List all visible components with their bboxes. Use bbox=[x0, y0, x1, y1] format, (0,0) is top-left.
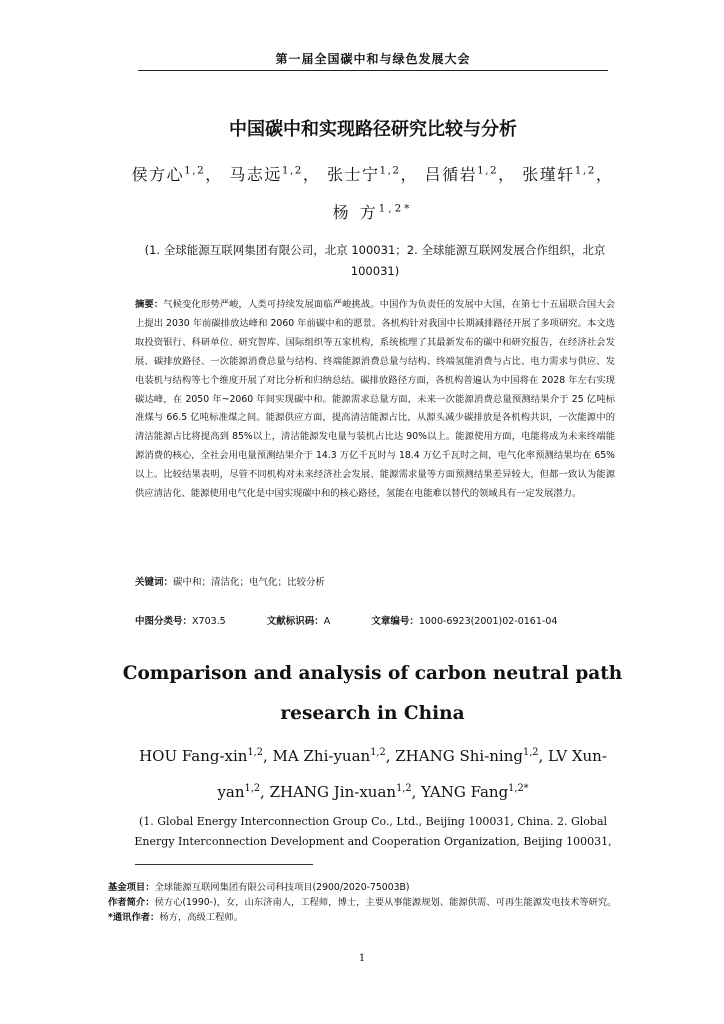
fund-text: 全球能源互联网集团有限公司科技项目(2900/2020-75003B) bbox=[154, 882, 410, 893]
author-en: ZHANG Jin-xuan bbox=[269, 783, 397, 801]
bio-label: 作者简介： bbox=[108, 897, 155, 909]
doc-code-label: 文献标识码： bbox=[266, 616, 324, 627]
author-en: ZHANG Shi-ning bbox=[395, 747, 523, 765]
author-sep: ， bbox=[205, 165, 223, 184]
author-zh: 马志远 bbox=[229, 165, 282, 184]
footnote-bio bbox=[108, 895, 620, 910]
author-affil-sup: 1,2 bbox=[244, 783, 261, 794]
author-zh: 侯方心 bbox=[131, 165, 185, 184]
classification-line bbox=[135, 613, 615, 627]
author-affil-sup: 1,2 bbox=[184, 164, 206, 177]
author-affil-sup: 1,2 bbox=[396, 783, 412, 794]
author-sep: ， bbox=[302, 165, 321, 184]
affiliation-en: (1. Global Energy Interconnection Group Co., Ltd., Beijing 100031, China. 2. Global Energy Interconnection Development and Cooperation Organization, Beijing 100031, bbox=[134, 815, 612, 848]
author-affil-sup: 1,2 bbox=[574, 164, 596, 177]
corresponding-label: *通讯作者： bbox=[108, 912, 160, 924]
footnote-fund bbox=[108, 880, 620, 895]
author-affil-sup: 1,2 bbox=[477, 164, 499, 177]
fund-label: 基金项目： bbox=[108, 882, 155, 893]
author-en: HOU Fang-xin bbox=[139, 747, 248, 765]
title-zh: 中国碳中和实现路径研究比较与分析 bbox=[229, 119, 517, 140]
author-en: MA Zhi-yuan bbox=[272, 747, 371, 765]
author-affil-sup: 1,2* bbox=[378, 202, 413, 215]
keywords-label: 关键词： bbox=[135, 577, 174, 588]
author-sep: ， bbox=[400, 165, 419, 184]
author-zh: 张瑾轩 bbox=[522, 165, 575, 184]
running-header: 第一届全国碳中和与绿色发展大会 bbox=[275, 52, 471, 66]
clc-value: X703.5 bbox=[192, 616, 226, 627]
authors-zh-line2 bbox=[110, 200, 635, 223]
author-zh: 杨 方 bbox=[332, 203, 379, 222]
abstract-text: 气候变化形势严峻，人类可持续发展面临严峻挑战。中国作为负责任的发展中大国，在第七十五届联合国大会上提出 2030 年前碳排放达峰和 2060 年前碳中和的愿景。各机构针对我国中长期减排路径开展了多项研究。本文选取投资银行、科研单位、研究智库、国际组织等五家机构，系统梳理了其最新发布的碳中和研究报告，在经济社会发展、碳排放路径、一次能源消费总量与结构、终端能源消费总量与结构、终端氢能消费与占比、电力需求与供应、发电装机与结构等七个维度开展了对比分析和归纳总结。碳排放路径方面，各机构普遍认为中国将在 2028 年左右实现碳达峰，在 2050 年~2060 年间实现碳中和。能源需求总量方面，未来一次能源消费总量预测结果介于 25 亿吨标准煤与 66.5 亿吨标准煤之间。能源供应方面，提高清洁能源占比，从源头减少碳排放是各机构共识，一次能源中的清洁能源占比将提高到 85%以上，清洁能源发电量与装机占比达 90%以上。能源使用方面，电能将成为未来终端能源消费的核心，全社会用电量预测结果介于 14.3 万亿千瓦时与 18.4 万亿千瓦时之间，电气化率预测结果均在 65%以上。比较结果表明，尽管不同机构对未来经济社会发展、能源需求量等方面预测结果差异较大，但都一致认为能源供应清洁化、能源使用电气化是中国实现碳中和的核心路径，氢能在电能难以替代的领域具有一定发展潜力。 bbox=[135, 299, 615, 500]
abstract-label: 摘要： bbox=[135, 299, 164, 310]
doc-code-value: A bbox=[323, 616, 331, 627]
authors-en: HOU Fang-xin$^{1,2}$, MA Zhi-yuan$^{1,2}$, ZHANG Shi-ning$^{1,2}$, LV Xun-yan$^{1,2}$, ZHANG Jin-xuan$^{1,2}$, YANG Fang$^{1,2*}$ bbox=[139, 747, 607, 801]
footnote-rule bbox=[135, 864, 313, 865]
footnotes bbox=[108, 880, 620, 926]
page-number: 1 bbox=[358, 953, 366, 964]
bio-text: 侯方心(1990-)，女，山东济南人，工程师，博士，主要从事能源规划、能源供需、可再生能源发电技术等研究。 bbox=[154, 897, 617, 909]
header-rule bbox=[138, 70, 608, 71]
author-en: LV Xun-yan bbox=[217, 747, 607, 801]
title-en: Comparison and analysis of carbon neutral path research in China bbox=[122, 663, 623, 724]
corresponding-text: 杨方，高级工程师。 bbox=[159, 912, 244, 924]
author-sep: ， bbox=[595, 165, 614, 184]
keywords-zh bbox=[135, 574, 615, 588]
abstract-zh bbox=[135, 296, 615, 504]
author-en: YANG Fang bbox=[421, 783, 509, 801]
author-affil-sup: 1,2 bbox=[247, 747, 263, 758]
author-affil-sup: 1,2 bbox=[370, 747, 386, 758]
author-sep: ， bbox=[498, 165, 516, 184]
article-number-value: 1000-6923(2001)02-0161-04 bbox=[418, 616, 558, 627]
clc-label: 中图分类号： bbox=[135, 616, 193, 627]
author-affil-sup: 1,2 bbox=[281, 164, 303, 177]
article-number-label: 文章编号： bbox=[371, 616, 419, 627]
authors-zh-line1 bbox=[110, 162, 635, 185]
author-affil-sup: 1,2 bbox=[379, 164, 401, 177]
author-affil-sup: 1,2 bbox=[522, 747, 539, 758]
author-affil-sup: 1,2* bbox=[508, 783, 529, 794]
author-zh: 张士宁 bbox=[326, 165, 380, 184]
keywords-text: 碳中和；清洁化；电气化；比较分析 bbox=[173, 577, 326, 588]
footnote-corresponding bbox=[108, 910, 620, 925]
author-zh: 吕循岩 bbox=[424, 165, 478, 184]
affiliation-zh: (1. 全球能源互联网集团有限公司，北京 100031；2. 全球能源互联网发展合作组织，北京 100031) bbox=[144, 243, 606, 278]
